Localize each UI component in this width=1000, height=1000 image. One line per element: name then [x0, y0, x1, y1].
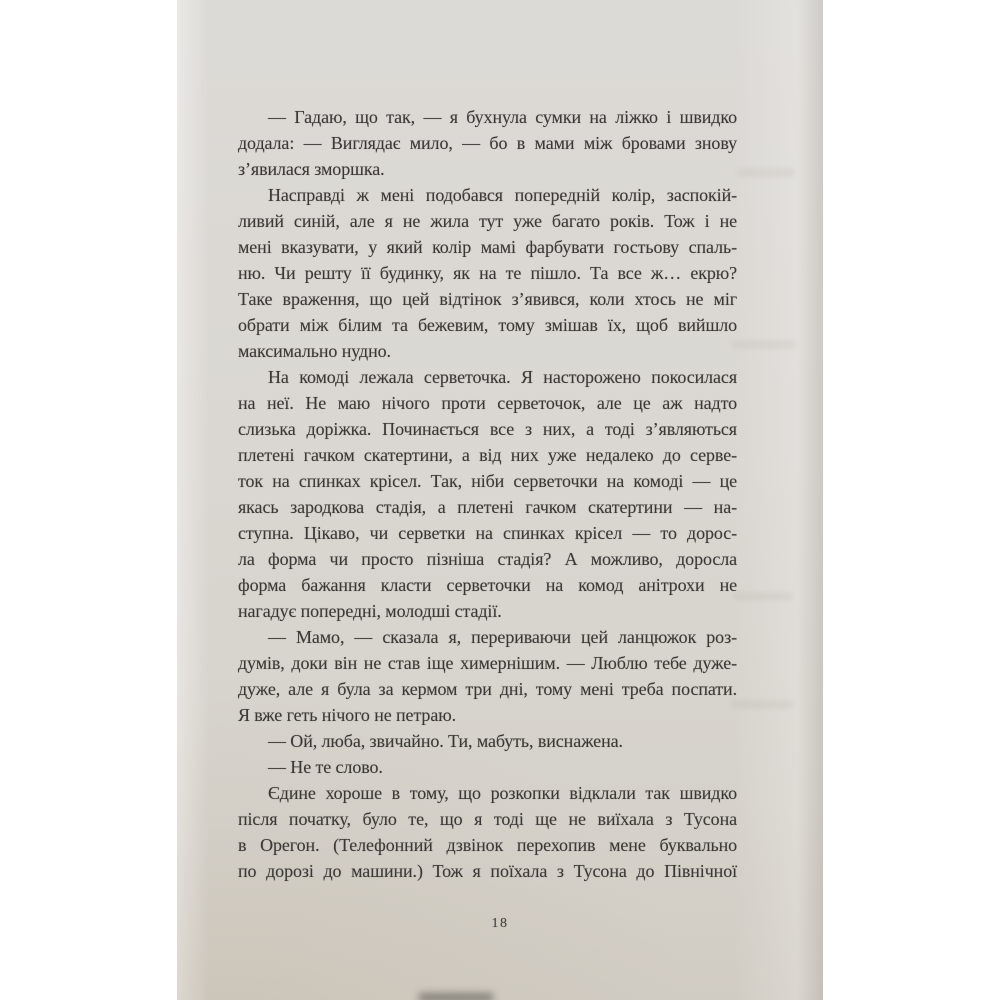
text-line: обрати між білим та бежевим, тому змішав їх, щоб вийшло: [238, 315, 737, 335]
text-line: Єдине хороше в тому, що розкопки відклали так швидко: [268, 783, 737, 803]
text-line: Насправді ж мені подобався попередній колір, заспокій-: [268, 185, 737, 205]
paragraph: [238, 624, 737, 728]
text-line: після початку, було те, що я тоді ще не виїхала з Тусона: [238, 809, 737, 829]
page-bottom-shadow: [419, 993, 493, 1000]
paragraph: [238, 182, 737, 364]
text-line: Я вже геть нічого не петраю.: [238, 705, 456, 725]
text-line: На комоді лежала серветочка. Я насторожено покосилася: [268, 367, 737, 387]
text-line: — Ой, люба, звичайно. Ти, мабуть, виснажена.: [268, 731, 623, 751]
paragraph: [238, 754, 737, 780]
text-line: слизька доріжка. Починається все з них, а тоді з’являються: [238, 419, 737, 439]
show-through-ghost: [731, 340, 795, 349]
paragraph: [238, 728, 737, 754]
text-line: думів, доки він не став іще химернішим. — Люблю тебе дуже-: [238, 653, 737, 673]
text-line: максимально нудно.: [238, 341, 391, 361]
text-line: нагадує попередні, молодші стадії.: [238, 601, 502, 621]
text-line: плетені гачком скатертини, а від них уже недалеко до серве-: [238, 445, 737, 465]
page-number: 18: [491, 916, 509, 931]
text-line: мені вказувати, у який колір мамі фарбувати гостьову спаль-: [238, 237, 737, 257]
paragraph: [238, 104, 737, 182]
text-line: Таке враження, що цей відтінок з’явився, коли хтось не міг: [238, 289, 737, 309]
paragraph: [238, 780, 737, 884]
paragraph: [238, 364, 737, 624]
text-line: дуже, але я була за кермом три дні, тому мені треба поспати.: [238, 679, 737, 699]
text-line: з’явилася зморшка.: [238, 159, 385, 179]
text-line: ливий синій, але я не жила тут уже багато років. Тож і не: [238, 211, 737, 231]
text-line: додала: — Виглядає мило, — бо в мами між бровами знову: [238, 133, 737, 153]
text-line: ступна. Цікаво, чи серветки на спинках крісел — то дорос-: [238, 523, 737, 543]
text-line: — Гадаю, що так, — я бухнула сумки на ліжко і швидко: [268, 107, 737, 127]
text-line: по дорозі до машини.) Тож я поїхала з Тусона до Північної: [238, 861, 737, 881]
text-line: на неї. Не маю нічого проти серветочок, але це аж надто: [238, 393, 737, 413]
text-line: — Мамо, — сказала я, перериваючи цей ланцюжок роз-: [268, 627, 737, 647]
text-line: якась зародкова стадія, а плетені гачком скатертини — на-: [238, 497, 737, 517]
text-line: ла форма чи просто пізніша стадія? А можливо, доросла: [238, 549, 737, 569]
text-line: ню. Чи решту її будинку, як на те пішло. Та все ж… екрю?: [238, 263, 737, 283]
show-through-ghost: [737, 168, 795, 177]
text-line: в Орегон. (Телефонний дзвінок перехопив мене буквально: [238, 835, 737, 855]
show-through-ghost: [731, 700, 793, 709]
show-through-ghost: [733, 592, 793, 601]
text-line: форма бажання класти серветочки на комод анітрохи не: [238, 575, 737, 595]
page-text-block: [238, 104, 737, 884]
book-page-photo: [177, 0, 823, 1000]
text-line: ток на спинках крісел. Так, ніби серветочки на комоді — це: [238, 471, 737, 491]
text-line: — Не те слово.: [268, 757, 383, 777]
